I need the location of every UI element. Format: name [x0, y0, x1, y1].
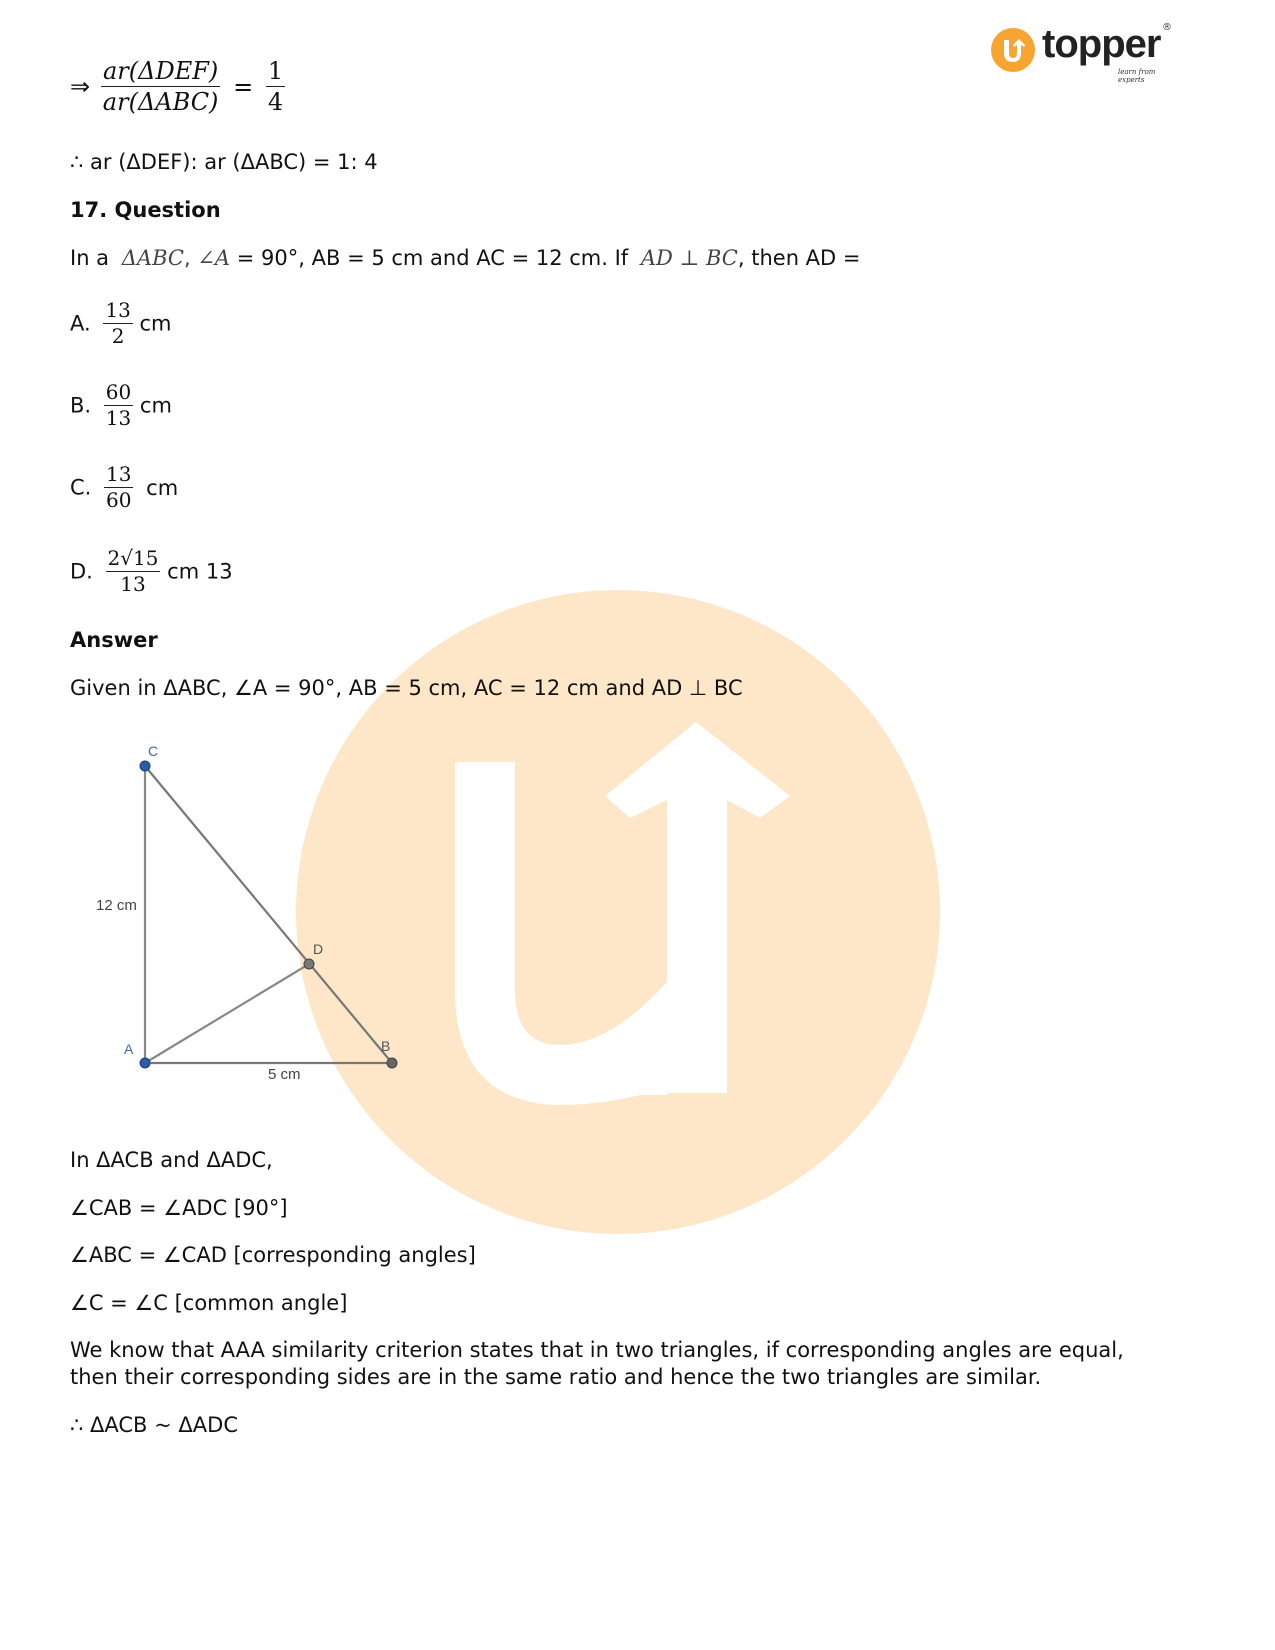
- option-fraction: [106, 546, 161, 597]
- aaa-paragraph-line-2: then their corresponding sides are in the same ratio and hence the two triangles are similar.: [70, 1365, 1042, 1389]
- option-c: [70, 462, 178, 513]
- option-label: C.: [70, 475, 92, 500]
- conclusion-line: ∴ ΔACB ~ ΔADC: [70, 1413, 238, 1437]
- logo-registered: ®: [1162, 22, 1172, 33]
- segment-ad: [145, 964, 309, 1063]
- logo-text: topper: [1042, 22, 1161, 66]
- logo: [990, 22, 1180, 82]
- option-den: 13: [120, 572, 146, 596]
- side-cb: [145, 766, 392, 1063]
- ratio-fraction-den: 4: [267, 88, 284, 116]
- option-num: 60: [105, 380, 132, 404]
- point-c: [140, 761, 150, 771]
- label-b: B: [381, 1038, 391, 1054]
- point-b: [387, 1058, 397, 1068]
- option-unit: cm: [139, 311, 172, 336]
- option-num: 13: [105, 298, 131, 322]
- point-a: [140, 1058, 150, 1068]
- step-line: ∠C = ∠C [common angle]: [70, 1291, 348, 1315]
- question-stem: [70, 246, 860, 270]
- stem-part-b: = 90°, AB = 5 cm and AC = 12 cm. If: [236, 246, 629, 270]
- aaa-paragraph-line-1: We know that AAA similarity criterion states that in two triangles, if corresponding angles are equal,: [70, 1338, 1124, 1362]
- option-fraction: [104, 380, 133, 431]
- option-label: A.: [70, 311, 91, 336]
- option-den: 13: [105, 406, 132, 430]
- option-den: 60: [106, 488, 132, 512]
- point-d: [304, 959, 314, 969]
- ratio-line: ∴ ar (ΔDEF): ar (ΔABC) = 1: 4: [70, 150, 378, 174]
- option-d: [70, 546, 233, 597]
- given-line: Given in ΔABC, ∠A = 90°, AB = 5 cm, AC = 12 cm and AD ⊥ BC: [70, 676, 743, 700]
- logo-tagline: learn from experts: [1118, 68, 1156, 84]
- implies-arrow: ⇒: [70, 72, 91, 101]
- option-b: [70, 380, 172, 431]
- stem-triangle: ΔABC: [121, 246, 184, 270]
- option-label: D.: [70, 559, 93, 584]
- equals-sign: =: [233, 72, 254, 101]
- stem-angle: ∠A: [197, 246, 231, 270]
- area-fraction: [101, 56, 221, 117]
- step-line: In ΔACB and ΔADC,: [70, 1148, 273, 1172]
- ratio-fraction: [266, 56, 285, 117]
- label-ac-length: 12 cm: [96, 897, 137, 914]
- stem-comma: ,: [183, 246, 198, 270]
- stem-part-a: In a: [70, 246, 110, 270]
- question-title: 17. Question: [70, 198, 221, 222]
- label-ab-length: 5 cm: [268, 1066, 301, 1083]
- area-fraction-den: ar(ΔABC): [102, 88, 219, 116]
- stem-perp: AD ⊥ BC: [640, 246, 738, 270]
- stem-part-c: , then AD =: [737, 246, 861, 270]
- answer-heading: Answer: [70, 628, 158, 652]
- option-fraction: [104, 462, 133, 513]
- option-unit: cm: [139, 393, 172, 418]
- triangle-figure: [80, 735, 420, 1095]
- label-d: D: [313, 941, 324, 957]
- label-a: A: [124, 1041, 134, 1057]
- area-fraction-num: ar(ΔDEF): [101, 56, 221, 87]
- label-c: C: [148, 743, 159, 759]
- option-num: 2√15: [107, 546, 159, 570]
- option-unit: cm: [146, 475, 179, 500]
- ratio-fraction-num: 1: [267, 57, 284, 85]
- option-num: 13: [106, 462, 132, 486]
- step-line: ∠CAB = ∠ADC [90°]: [70, 1196, 288, 1220]
- option-den: 2: [111, 324, 125, 348]
- option-fraction: [103, 298, 132, 349]
- logo-mark-icon: [990, 27, 1036, 73]
- option-unit: cm 13: [167, 559, 233, 584]
- option-label: B.: [70, 393, 92, 418]
- step-line: ∠ABC = ∠CAD [corresponding angles]: [70, 1243, 476, 1267]
- top-equation: [70, 56, 285, 117]
- option-a: [70, 298, 172, 349]
